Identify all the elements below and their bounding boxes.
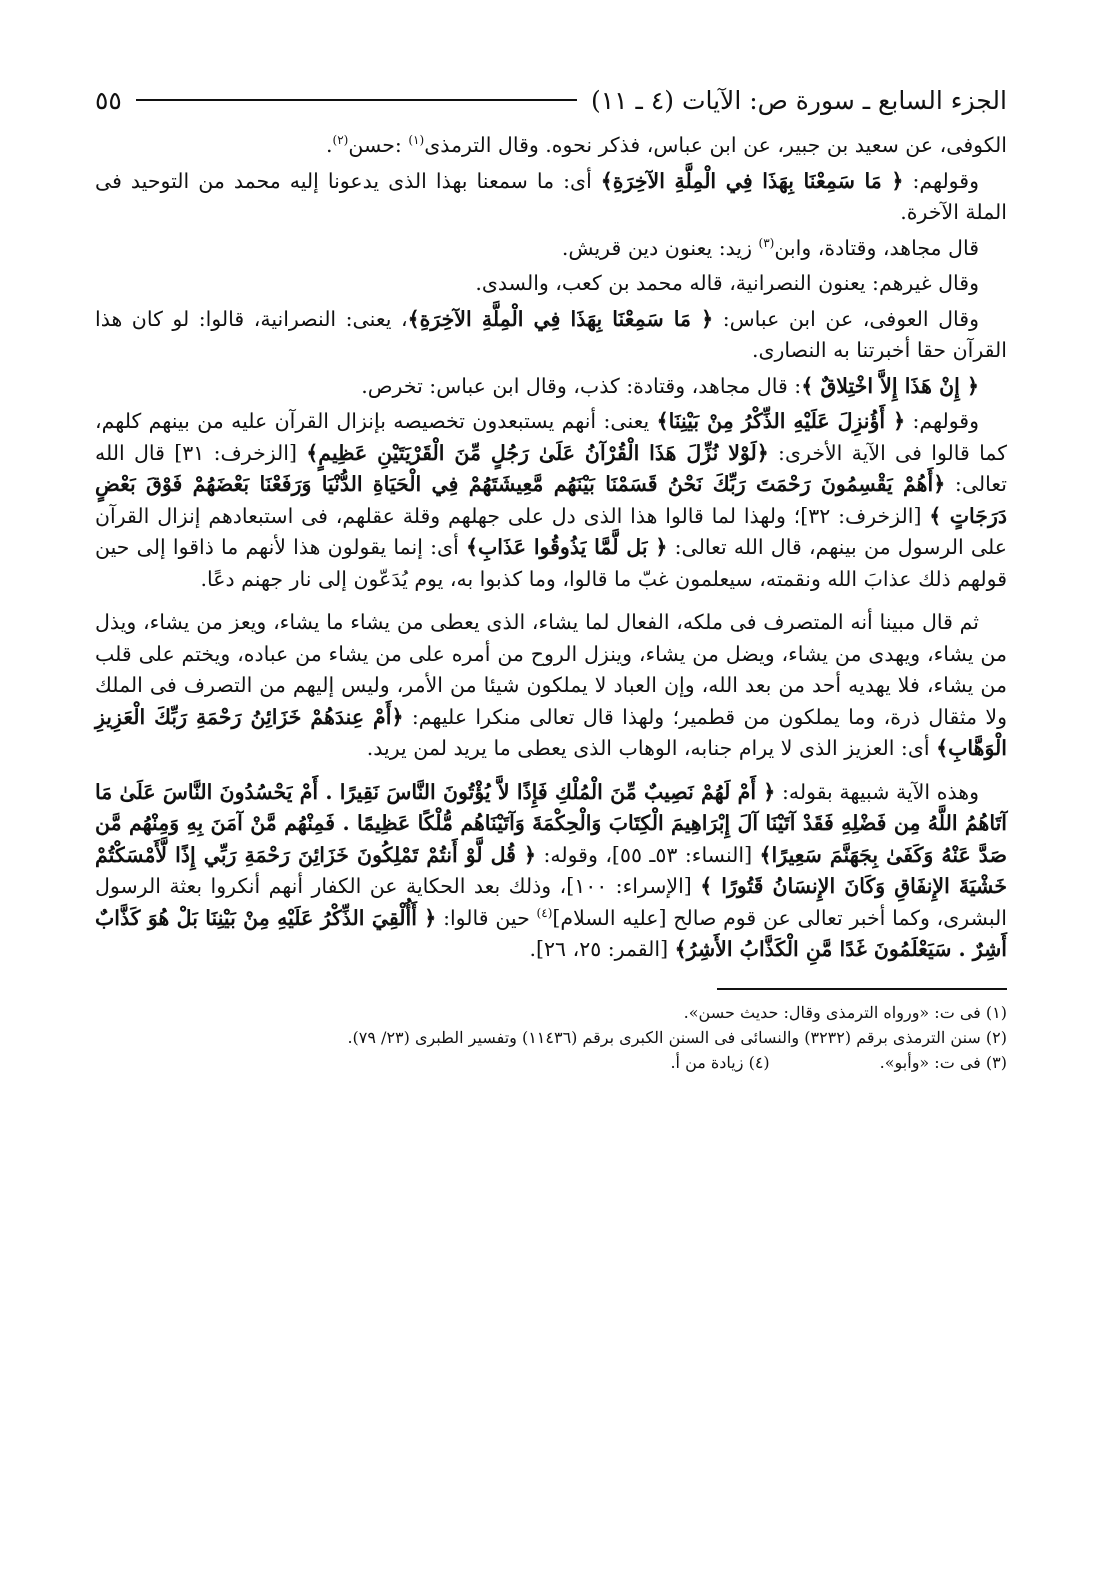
footnote-separator	[717, 988, 1007, 990]
quran-verse: ﴿لَوْلا نُزِّلَ هَذَا الْقُرْآنُ عَلَىٰ رَجُلٍ مِّنَ الْقَرْيَتَيْنِ عَظِيمٍ﴾	[306, 440, 769, 465]
text-run: وقال غيرهم: يعنون النصرانية، قاله محمد بن كعب، والسدى.	[475, 271, 979, 295]
text-run: وقال العوفى، عن ابن عباس:	[713, 306, 979, 331]
text-run: حين قالوا:	[436, 905, 537, 930]
footnote-1: (١) فى ت: «ورواه الترمذى وقال: حديث حسن».	[683, 1002, 1007, 1022]
page-body	[95, 130, 1007, 966]
footnotes	[95, 1000, 1007, 1075]
quran-verse: ﴿ أَمْ لَهُمْ نَصِيبٌ مِّنَ الْمُلْكِ فَإِذًا لاَّ يُؤْتُونَ النَّاسَ نَقِيرًا . أَمْ يَحْسُدُونَ النَّاسَ عَلَىٰ مَا آتَاهُمُ اللَّهُ مِن فَضْلِهِ فَقَدْ آتَيْنَا آلَ إِبْرَاهِيمَ الْكِتَابَ وَالْحِكْمَةَ وَآتَيْنَاهُم مُّلْكًا عَظِيمًا . فَمِنْهُم مَّنْ آمَنَ بِهِ وَمِنْهُم مَّن صَدَّ عَنْهُ وَكَفَىٰ بِجَهَنَّمَ سَعِيرًا﴾	[95, 779, 1007, 867]
quran-verse: ﴿ إِنْ هَذَا إِلاَّ اخْتِلاقٌ ﴾	[801, 373, 979, 398]
quran-verse: ﴿ قُل لَّوْ أَنتُمْ تَمْلِكُونَ خَزَائِنَ رَحْمَةِ رَبِّي إِذًا لَّأَمْسَكْتُمْ خَشْيَةَ الإِنفَاقِ وَكَانَ الإِنسَانُ قَتُورًا ﴾	[95, 842, 1007, 898]
footnote-4: (٤) زيادة من أ.	[670, 1052, 770, 1072]
quran-verse: ﴿ أَأُلْقِيَ الذِّكْرُ عَلَيْهِ مِنْ بَيْنِنَا بَلْ هُوَ كَذَّابٌ أَشِرٌ . سَيَعْلَمُونَ غَدًا مَّنِ الْكَذَّابُ الأَشِرُ﴾	[95, 905, 1007, 961]
text-run: أى: إنما يقولون هذا لأنهم ما ذاقوا إلى حين قولهم ذلك عذابَ الله ونقمته، سيعلمون غبّ ما قالوا، وما كذبوا به، يوم يُدَعّون إلى نار جهنم دعًا.	[95, 535, 1007, 591]
quran-verse: ﴿ بَل لَّمَّا يَذُوقُوا عَذَابِ﴾	[466, 535, 668, 559]
header-title: الجزء السابع ـ سورة ص: الآيات (٤ ـ ١١)	[590, 85, 1007, 115]
quran-verse: ﴿أَهُمْ يَقْسِمُونَ رَحْمَتَ رَبِّكَ نَحْنُ قَسَمْنَا بَيْنَهُم مَّعِيشَتَهُمْ فِي الْحَيَاةِ الدُّنْيَا وَرَفَعْنَا بَعْضَهُمْ فَوْقَ بَعْضٍ دَرَجَاتٍ ﴾	[95, 472, 1007, 528]
footnote-ref: (٣)	[758, 235, 775, 250]
text-run: [النساء: ٥٣ـ ٥٥]، وقوله:	[536, 842, 760, 867]
quran-verse: ﴿ مَا سَمِعْنَا بِهَذَا فِي الْمِلَّةِ الآخِرَةِ﴾	[407, 306, 714, 331]
footnote-row	[95, 1050, 1007, 1075]
text-run: قال مجاهد، وقتادة، وابن	[774, 235, 979, 260]
text-run: :حسن	[348, 133, 409, 157]
paragraph	[95, 268, 1007, 300]
text-run: أى: ما سمعنا بهذا الذى يدعونا إليه محمد من التوحيد فى الملة الآخرة.	[95, 168, 1007, 224]
paragraph	[95, 233, 1007, 265]
page-number: ٥٥	[95, 85, 122, 115]
book-page	[95, 80, 1007, 1075]
quran-verse: ﴿أَمْ عِندَهُمْ خَزَائِنُ رَحْمَةِ رَبِّكَ الْعَزِيزِ الْوَهَّابِ﴾	[95, 704, 1007, 760]
text-run: [الإسراء: ١٠٠]، وذلك بعد الحكاية عن الكفار أنهم أنكروا بعثة الرسول البشرى، وكما أخبر تعالى عن قوم صالح [عليه السلام]	[95, 874, 1007, 930]
paragraph	[95, 777, 1007, 966]
footnote-ref: (٤)	[536, 905, 553, 920]
text-run: [الزخرف: ٣١] قال الله تعالى:	[95, 440, 1007, 496]
quran-verse: ﴿ مَا سَمِعْنَا بِهَذَا فِي الْمِلَّةِ الآخِرَةِ﴾	[600, 168, 904, 193]
paragraph	[95, 166, 1007, 229]
footnote-2: (٢) سنن الترمذى برقم (٣٢٣٢) والنسائى فى السنن الكبرى برقم (١١٤٣٦) وتفسير الطبرى (٢٣/ ٧٩).	[347, 1027, 1007, 1047]
text-run: زيد: يعنون دين قريش.	[561, 235, 759, 260]
text-run: أى: العزيز الذى لا يرام جنابه، الوهاب الذى يعطى ما يريد لمن يريد.	[366, 736, 937, 760]
text-run: وقولهم:	[905, 409, 979, 433]
paragraph	[95, 130, 1007, 162]
paragraph	[95, 371, 1007, 403]
text-run: الكوفى، عن سعيد بن جبير، عن ابن عباس، فذكر نحوه. وقال الترمذى	[424, 133, 1007, 157]
text-run: يعنى: أنهم يستبعدون تخصيصه بإنزال القرآن عليه من بينهم كلهم، كما قالوا فى الآية الأخرى:	[95, 409, 1007, 465]
text-run: وهذه الآية شبيهة بقوله:	[775, 779, 979, 804]
text-run: ، يعنى: النصرانية، قالوا: لو كان هذا القرآن حقا أخبرتنا به النصارى.	[95, 306, 1007, 362]
paragraph	[95, 607, 1007, 765]
footnote-ref: (٢)	[332, 133, 349, 148]
text-run: وقولهم:	[903, 168, 979, 193]
text-run: .	[326, 133, 333, 157]
paragraph	[95, 304, 1007, 367]
quran-verse: ﴿ أَؤُنزِلَ عَلَيْهِ الذِّكْرُ مِنْ بَيْنِنَا﴾	[656, 409, 906, 433]
text-run: [الزخرف: ٣٢]؛ ولهذا لما قالوا هذا الذى دل على جهلهم وقلة عقلهم، فى استبعادهم إنزال القرآن على الرسول من بينهم، قال الله تعالى:	[95, 503, 1007, 559]
footnote-3: (٣) فى ت: «وأبو».	[879, 1052, 1007, 1072]
footnote-ref: (١)	[408, 133, 425, 148]
text-run: [القمر: ٢٥، ٢٦].	[529, 937, 675, 961]
text-run: ثم قال مبينا أنه المتصرف فى ملكه، الفعال لما يشاء، الذى يعطى من يشاء ما يشاء، ويعز من يشاء، ويذل من يشاء، ويهدى من يشاء، ويضل من يشاء، وينزل الروح من أمره على من يشاء من عباده، ويختم على قلب من يشاء، فلا يهديه أحد من بعد الله، وإن العباد لا يملكون شيئا من الأمر، وليس إليهم من التصرف فى الملك ولا مثقال ذرة، وما يملكون من قطمير؛ ولهذا قال تعالى منكرا عليهم:	[95, 610, 1007, 729]
header-rule	[136, 99, 577, 101]
running-header	[95, 80, 1007, 120]
paragraph	[95, 406, 1007, 595]
text-run: : قال مجاهد، وقتادة: كذب، وقال ابن عباس: تخرص.	[361, 373, 802, 398]
